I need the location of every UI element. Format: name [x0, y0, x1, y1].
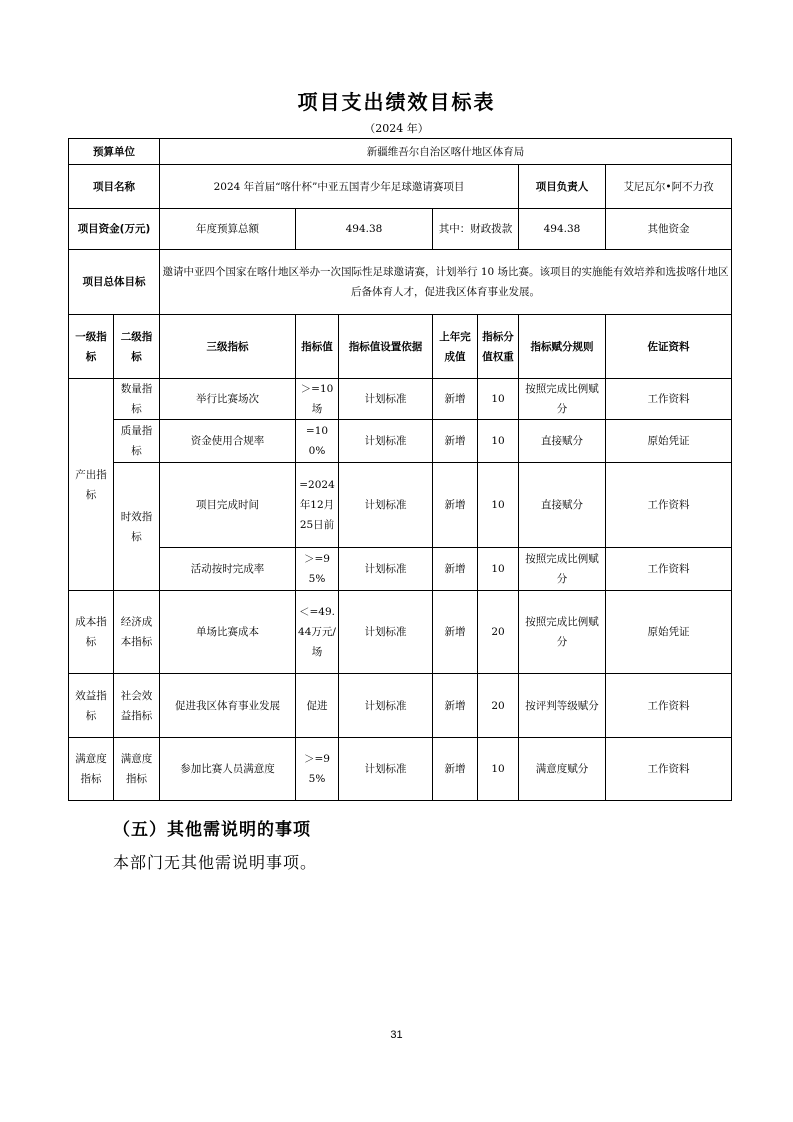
project-name-label: 项目名称 — [69, 165, 160, 209]
evidence-cell: 工作资料 — [606, 463, 732, 548]
level3-cell: 举行比赛场次 — [160, 379, 296, 420]
rule-cell: 按评判等级赋分 — [519, 674, 606, 738]
level2-cell: 经济成本指标 — [114, 591, 160, 674]
header-last-year: 上年完成值 — [433, 315, 478, 379]
last-year-cell: 新增 — [433, 379, 478, 420]
other-funds-label: 其他资金 — [647, 223, 690, 235]
level3-cell: 活动按时完成率 — [160, 548, 296, 591]
level3-cell: 促进我区体育事业发展 — [160, 674, 296, 738]
group-cost: 成本指标 — [69, 591, 114, 674]
header-level1: 一级指标 — [69, 315, 114, 379]
table-row — [69, 548, 732, 591]
budget-unit-label: 预算单位 — [69, 139, 160, 165]
level3-cell: 项目完成时间 — [160, 463, 296, 548]
table-row — [69, 591, 732, 674]
header-value: 指标值 — [296, 315, 339, 379]
basis-cell: 计划标准 — [339, 674, 433, 738]
level3-cell: 参加比赛人员满意度 — [160, 738, 296, 801]
header-level2: 二级指标 — [114, 315, 160, 379]
rule-cell: 直接赋分 — [519, 420, 606, 463]
weight-cell: 10 — [478, 738, 519, 801]
value-cell: ＜=49.44万元/场 — [296, 591, 339, 674]
value-cell: 促进 — [296, 674, 339, 738]
weight-cell: 10 — [478, 463, 519, 548]
project-name-value: 2024 年首届“喀什杯”中亚五国青少年足球邀请赛项目 — [160, 165, 519, 209]
group-satisfaction: 满意度指标 — [69, 738, 114, 801]
rule-cell: 按照完成比例赋分 — [519, 591, 606, 674]
rule-cell: 按照完成比例赋分 — [519, 548, 606, 591]
section-body: 本部门无其他需说明事项。 — [113, 853, 318, 872]
last-year-cell: 新增 — [433, 591, 478, 674]
weight-cell: 10 — [478, 420, 519, 463]
evidence-cell: 原始凭证 — [606, 591, 732, 674]
basis-cell: 计划标准 — [339, 420, 433, 463]
level2-cell: 时效指标 — [114, 463, 160, 591]
weight-cell: 10 — [478, 548, 519, 591]
budget-unit-value: 新疆维吾尔自治区喀什地区体育局 — [160, 139, 732, 165]
header-evidence: 佐证资料 — [606, 315, 732, 379]
header-basis: 指标值设置依据 — [339, 315, 433, 379]
level2-cell: 数量指标 — [114, 379, 160, 420]
performance-target-table — [68, 138, 732, 801]
last-year-cell: 新增 — [433, 738, 478, 801]
level2-cell: 满意度指标 — [114, 738, 160, 801]
annual-budget-label: 年度预算总额 — [160, 209, 296, 250]
rule-cell: 满意度赋分 — [519, 738, 606, 801]
value-cell: ＞=95% — [296, 738, 339, 801]
table-year: （2024 年） — [364, 122, 429, 135]
level3-cell: 单场比赛成本 — [160, 591, 296, 674]
project-leader-value: 艾尼瓦尔•阿不力孜 — [606, 165, 732, 209]
table-row — [69, 463, 732, 548]
value-cell: ＞=95% — [296, 548, 339, 591]
weight-cell: 20 — [478, 674, 519, 738]
basis-cell: 计划标准 — [339, 548, 433, 591]
group-benefit: 效益指标 — [69, 674, 114, 738]
evidence-cell: 原始凭证 — [606, 420, 732, 463]
table-row — [69, 674, 732, 738]
fiscal-funds-label: 其中：财政拨款 — [433, 209, 519, 250]
table-row — [69, 379, 732, 420]
other-funds-value — [606, 209, 732, 250]
evidence-cell: 工作资料 — [606, 548, 732, 591]
last-year-cell: 新增 — [433, 463, 478, 548]
value-cell: =100% — [296, 420, 339, 463]
table-row — [69, 738, 732, 801]
last-year-cell: 新增 — [433, 548, 478, 591]
rule-cell: 按照完成比例赋分 — [519, 379, 606, 420]
page-number: 31 — [390, 1029, 403, 1041]
basis-cell: 计划标准 — [339, 463, 433, 548]
header-weight: 指标分值权重 — [478, 315, 519, 379]
annual-budget-value: 494.38 — [296, 209, 433, 250]
weight-cell: 20 — [478, 591, 519, 674]
level3-cell: 资金使用合规率 — [160, 420, 296, 463]
table-row — [69, 420, 732, 463]
group-output: 产出指标 — [69, 379, 114, 591]
evidence-cell: 工作资料 — [606, 674, 732, 738]
basis-cell: 计划标准 — [339, 379, 433, 420]
overall-goal-label: 项目总体目标 — [69, 250, 160, 315]
level2-cell: 社会效益指标 — [114, 674, 160, 738]
rule-cell: 直接赋分 — [519, 463, 606, 548]
evidence-cell: 工作资料 — [606, 379, 732, 420]
overall-goal-value: 邀请中亚四个国家在喀什地区举办一次国际性足球邀请赛，计划举行 10 场比赛。该项目的实施能有效培养和选拔喀什地区后备体育人才，促进我区体育事业发展。 — [160, 250, 732, 315]
basis-cell: 计划标准 — [339, 738, 433, 801]
last-year-cell: 新增 — [433, 420, 478, 463]
last-year-cell: 新增 — [433, 674, 478, 738]
project-leader-label: 项目负责人 — [519, 165, 606, 209]
evidence-cell: 工作资料 — [606, 738, 732, 801]
project-funds-label: 项目资金(万元) — [69, 209, 160, 250]
section-title: （五）其他需说明的事项 — [113, 820, 311, 840]
header-rule: 指标赋分规则 — [519, 315, 606, 379]
basis-cell: 计划标准 — [339, 591, 433, 674]
value-cell: ＞=10场 — [296, 379, 339, 420]
header-level3: 三级指标 — [160, 315, 296, 379]
value-cell: =2024年12月25日前 — [296, 463, 339, 548]
weight-cell: 10 — [478, 379, 519, 420]
fiscal-funds-value: 494.38 — [519, 209, 606, 250]
page-title: 项目支出绩效目标表 — [297, 90, 496, 114]
level2-cell: 质量指标 — [114, 420, 160, 463]
